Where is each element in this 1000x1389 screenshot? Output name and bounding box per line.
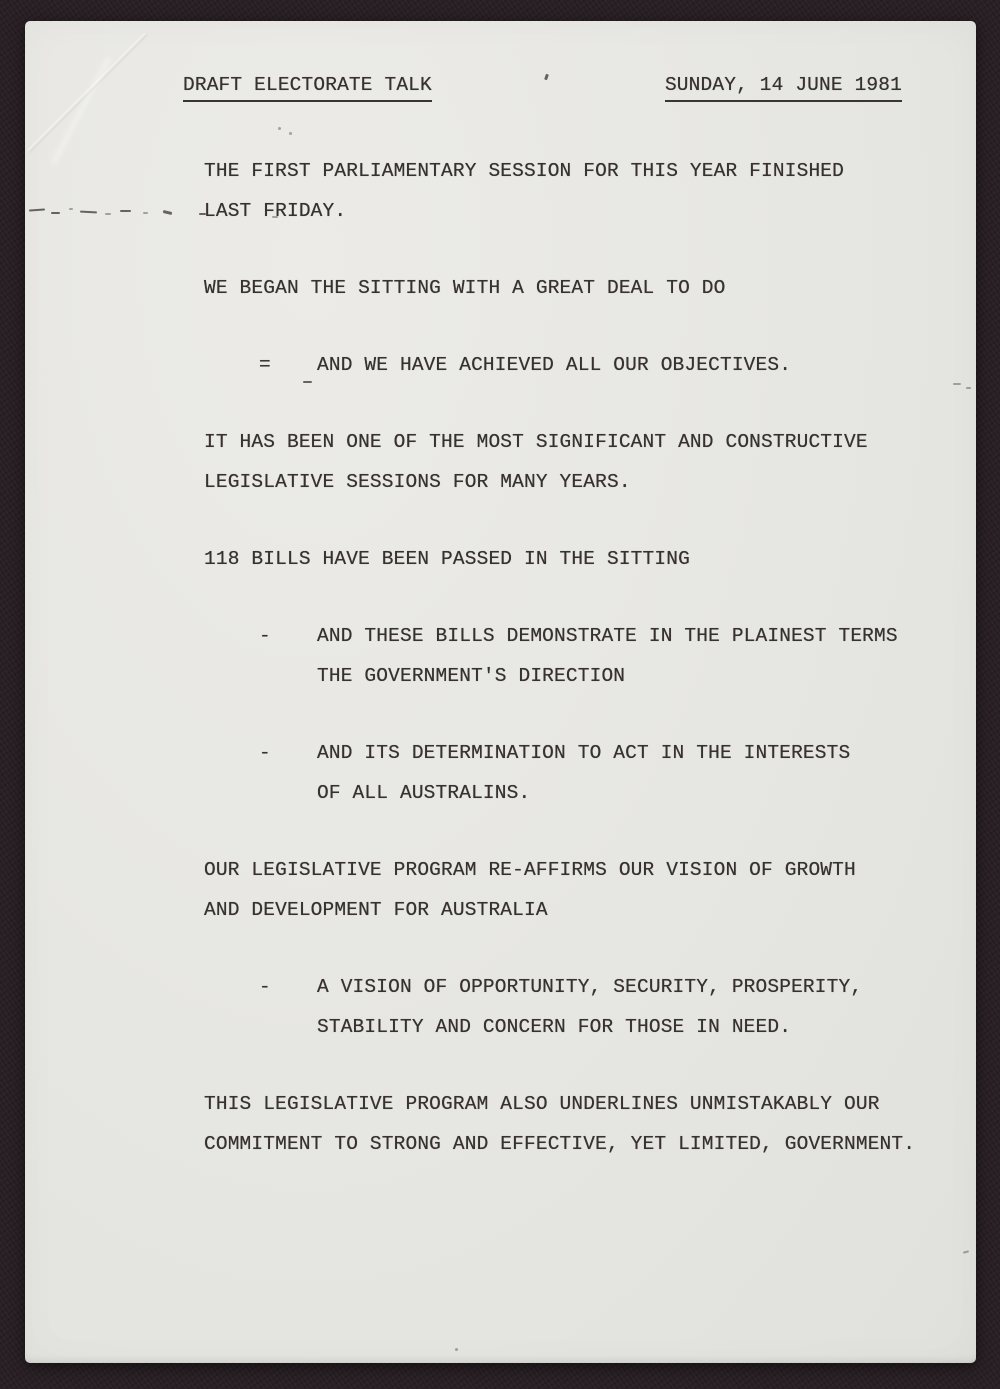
paper-speck	[51, 212, 60, 214]
document-header	[183, 76, 902, 102]
paper-speck	[69, 208, 73, 210]
paper-speck	[105, 213, 111, 215]
text-line: OF ALL AUSTRALINS.	[317, 782, 531, 804]
paragraph	[204, 268, 976, 308]
text-line: THE GOVERNMENT'S DIRECTION	[317, 665, 626, 687]
text-line: STABILITY AND CONCERN FOR THOSE IN NEED.	[317, 1016, 792, 1038]
text-line: THE FIRST PARLIAMENTARY SESSION FOR THIS YEAR FINISHED	[204, 160, 845, 182]
paper-speck	[289, 132, 292, 135]
paragraph-bullet	[204, 733, 976, 813]
text-line: COMMITMENT TO STRONG AND EFFECTIVE, YET LIMITED, GOVERNMENT.	[204, 1133, 916, 1155]
text-line: LEGISLATIVE SESSIONS FOR MANY YEARS.	[204, 471, 631, 493]
paper-speck	[278, 127, 281, 130]
paper-speck	[143, 212, 148, 214]
paper-speck	[120, 210, 131, 212]
text-line: OUR LEGISLATIVE PROGRAM RE-AFFIRMS OUR VISION OF GROWTH	[204, 859, 856, 881]
bullet-marker: -	[259, 742, 271, 764]
bullet-text	[317, 616, 976, 696]
paragraph-bullet	[204, 345, 976, 385]
bullet-text	[317, 967, 976, 1047]
paragraph	[204, 539, 976, 579]
paragraph	[204, 151, 976, 231]
document-page	[25, 21, 976, 1363]
bullet-marker: -	[259, 976, 271, 998]
bullet-text	[317, 733, 976, 813]
paper-speck	[963, 1250, 969, 1253]
document-title: DRAFT ELECTORATE TALK	[183, 76, 432, 102]
text-line: 118 BILLS HAVE BEEN PASSED IN THE SITTING	[204, 548, 690, 570]
document-body	[204, 151, 976, 1201]
text-line: LAST FRIDAY.	[204, 200, 347, 222]
paragraph	[204, 1084, 976, 1164]
text-line: IT HAS BEEN ONE OF THE MOST SIGNIFICANT AND CONSTRUCTIVE	[204, 431, 868, 453]
text-line: WE BEGAN THE SITTING WITH A GREAT DEAL TO DO	[204, 277, 726, 299]
text-line: THIS LEGISLATIVE PROGRAM ALSO UNDERLINES UNMISTAKABLY OUR	[204, 1093, 880, 1115]
text-line: AND WE HAVE ACHIEVED ALL OUR OBJECTIVES.	[317, 354, 792, 376]
paper-speck	[455, 1348, 458, 1351]
paragraph	[204, 850, 976, 930]
paragraph-bullet	[204, 967, 976, 1047]
text-line: AND ITS DETERMINATION TO ACT IN THE INTERESTS	[317, 742, 851, 764]
text-line: A VISION OF OPPORTUNITY, SECURITY, PROSPERITY,	[317, 976, 863, 998]
paper-speck	[80, 211, 97, 214]
paragraph-bullet	[204, 616, 976, 696]
bullet-marker: =	[259, 354, 271, 376]
document-date: SUNDAY, 14 JUNE 1981	[665, 76, 902, 102]
text-line: AND THESE BILLS DEMONSTRATE IN THE PLAINEST TERMS	[317, 625, 898, 647]
paper-crease	[51, 56, 112, 164]
paper-speck	[29, 208, 45, 211]
text-line: AND DEVELOPMENT FOR AUSTRALIA	[204, 899, 548, 921]
bullet-marker: -	[259, 625, 271, 647]
paragraph	[204, 422, 976, 502]
paper-speck	[163, 210, 172, 215]
bullet-text	[317, 345, 976, 385]
